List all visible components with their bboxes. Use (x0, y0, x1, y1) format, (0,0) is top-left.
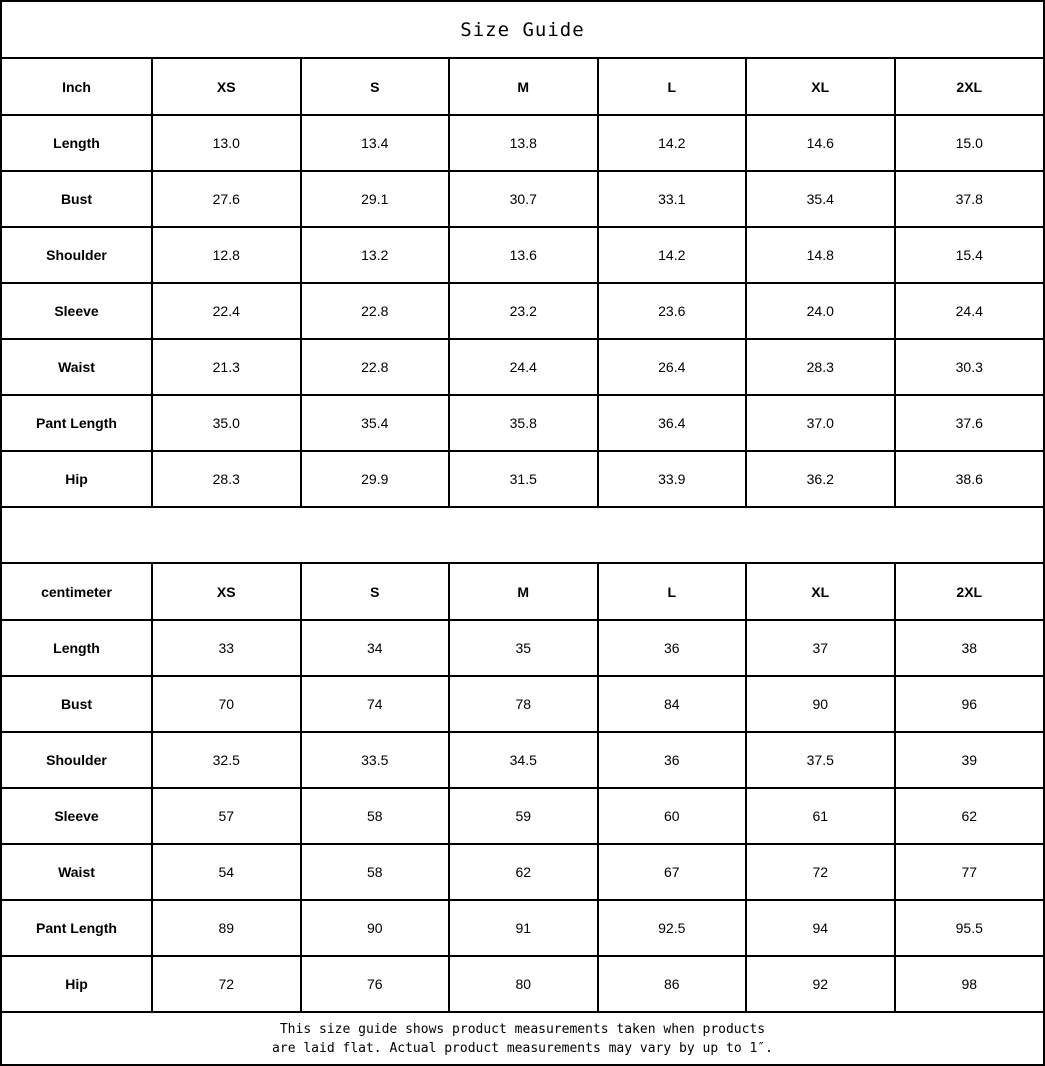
measurement-value-cell: 27.6 (152, 171, 301, 227)
measurement-value-cell: 22.4 (152, 283, 301, 339)
table-row (2, 844, 1043, 900)
measurement-value-cell: 29.1 (301, 171, 450, 227)
measurement-value-cell: 91 (449, 900, 598, 956)
measurement-value-cell: 13.0 (152, 115, 301, 171)
measurement-label-cell: Sleeve (2, 788, 152, 844)
measurement-value-cell: 14.2 (598, 115, 747, 171)
table-row (2, 676, 1043, 732)
measurement-value-cell: 57 (152, 788, 301, 844)
measurement-value-cell: 62 (895, 788, 1044, 844)
measurement-label-cell: Bust (2, 676, 152, 732)
table-row (2, 115, 1043, 171)
measurement-value-cell: 12.8 (152, 227, 301, 283)
measurement-value-cell: 35.0 (152, 395, 301, 451)
measurement-value-cell: 60 (598, 788, 747, 844)
measurement-value-cell: 28.3 (746, 339, 895, 395)
measurement-value-cell: 24.4 (449, 339, 598, 395)
measurement-value-cell: 21.3 (152, 339, 301, 395)
measurement-label-cell: Pant Length (2, 395, 152, 451)
measurement-value-cell: 98 (895, 956, 1044, 1012)
measurement-value-cell: 26.4 (598, 339, 747, 395)
measurement-value-cell: 37.5 (746, 732, 895, 788)
measurement-value-cell: 35 (449, 620, 598, 676)
measurement-value-cell: 59 (449, 788, 598, 844)
measurement-value-cell: 14.6 (746, 115, 895, 171)
measurement-value-cell: 86 (598, 956, 747, 1012)
measurement-value-cell: 70 (152, 676, 301, 732)
measurement-value-cell: 36 (598, 620, 747, 676)
section-divider (2, 508, 1043, 564)
measurement-value-cell: 35.8 (449, 395, 598, 451)
size-column-header: S (301, 564, 450, 620)
measurement-value-cell: 58 (301, 844, 450, 900)
measurement-value-cell: 36.4 (598, 395, 747, 451)
measurement-value-cell: 22.8 (301, 339, 450, 395)
measurement-value-cell: 77 (895, 844, 1044, 900)
measurement-label-cell: Hip (2, 451, 152, 507)
size-column-header: 2XL (895, 59, 1044, 115)
size-table-inch (2, 59, 1043, 508)
measurement-value-cell: 90 (746, 676, 895, 732)
table-row (2, 900, 1043, 956)
measurement-value-cell: 36 (598, 732, 747, 788)
measurement-value-cell: 28.3 (152, 451, 301, 507)
measurement-value-cell: 35.4 (301, 395, 450, 451)
measurement-label-cell: Shoulder (2, 732, 152, 788)
measurement-value-cell: 29.9 (301, 451, 450, 507)
measurement-value-cell: 13.6 (449, 227, 598, 283)
size-table-centimeter (2, 564, 1043, 1013)
measurement-value-cell: 92.5 (598, 900, 747, 956)
measurement-value-cell: 14.8 (746, 227, 895, 283)
measurement-value-cell: 24.4 (895, 283, 1044, 339)
measurement-label-cell: Length (2, 115, 152, 171)
table-row (2, 227, 1043, 283)
measurement-value-cell: 30.3 (895, 339, 1044, 395)
measurement-label-cell: Waist (2, 339, 152, 395)
measurement-value-cell: 37 (746, 620, 895, 676)
size-column-header: L (598, 59, 747, 115)
measurement-label-cell: Shoulder (2, 227, 152, 283)
measurement-value-cell: 34.5 (449, 732, 598, 788)
table-row (2, 283, 1043, 339)
footer-note-line1: This size guide shows product measurements taken when products (279, 1021, 766, 1037)
size-column-header: S (301, 59, 450, 115)
measurement-label-cell: Bust (2, 171, 152, 227)
measurement-label-cell: Sleeve (2, 283, 152, 339)
header-row (2, 59, 1043, 115)
measurement-value-cell: 34 (301, 620, 450, 676)
measurement-value-cell: 37.6 (895, 395, 1044, 451)
measurement-value-cell: 78 (449, 676, 598, 732)
measurement-value-cell: 15.4 (895, 227, 1044, 283)
measurement-value-cell: 13.2 (301, 227, 450, 283)
measurement-value-cell: 33.5 (301, 732, 450, 788)
measurement-value-cell: 38 (895, 620, 1044, 676)
measurement-value-cell: 37.0 (746, 395, 895, 451)
measurement-value-cell: 61 (746, 788, 895, 844)
table-row (2, 451, 1043, 507)
table-row (2, 956, 1043, 1012)
footer-note-line2: are laid flat. Actual product measurements may vary by up to 1″. (272, 1040, 773, 1056)
size-column-header: XS (152, 564, 301, 620)
measurement-value-cell: 94 (746, 900, 895, 956)
measurement-value-cell: 62 (449, 844, 598, 900)
measurement-value-cell: 23.6 (598, 283, 747, 339)
measurement-label-cell: Pant Length (2, 900, 152, 956)
measurement-value-cell: 31.5 (449, 451, 598, 507)
measurement-value-cell: 72 (746, 844, 895, 900)
measurement-value-cell: 76 (301, 956, 450, 1012)
measurement-value-cell: 30.7 (449, 171, 598, 227)
table-row (2, 395, 1043, 451)
measurement-value-cell: 84 (598, 676, 747, 732)
size-column-header: M (449, 59, 598, 115)
size-column-header: 2XL (895, 564, 1044, 620)
size-column-header: XL (746, 59, 895, 115)
measurement-value-cell: 13.4 (301, 115, 450, 171)
measurement-label-cell: Length (2, 620, 152, 676)
measurement-value-cell: 90 (301, 900, 450, 956)
measurement-value-cell: 37.8 (895, 171, 1044, 227)
measurement-value-cell: 92 (746, 956, 895, 1012)
table-row (2, 339, 1043, 395)
measurement-value-cell: 33.9 (598, 451, 747, 507)
footer-note (2, 1013, 1043, 1064)
measurement-value-cell: 80 (449, 956, 598, 1012)
page-title: Size Guide (2, 2, 1043, 59)
measurement-value-cell: 36.2 (746, 451, 895, 507)
measurement-value-cell: 58 (301, 788, 450, 844)
measurement-value-cell: 39 (895, 732, 1044, 788)
size-column-header: M (449, 564, 598, 620)
measurement-label-cell: Waist (2, 844, 152, 900)
measurement-value-cell: 35.4 (746, 171, 895, 227)
measurement-value-cell: 14.2 (598, 227, 747, 283)
size-column-header: L (598, 564, 747, 620)
measurement-value-cell: 38.6 (895, 451, 1044, 507)
measurement-value-cell: 32.5 (152, 732, 301, 788)
table-row (2, 732, 1043, 788)
measurement-value-cell: 95.5 (895, 900, 1044, 956)
measurement-value-cell: 54 (152, 844, 301, 900)
measurement-value-cell: 67 (598, 844, 747, 900)
size-column-header: XS (152, 59, 301, 115)
table-row (2, 171, 1043, 227)
measurement-value-cell: 89 (152, 900, 301, 956)
measurement-value-cell: 72 (152, 956, 301, 1012)
measurement-value-cell: 22.8 (301, 283, 450, 339)
measurement-value-cell: 24.0 (746, 283, 895, 339)
measurement-value-cell: 13.8 (449, 115, 598, 171)
unit-label-cell: centimeter (2, 564, 152, 620)
table-row (2, 620, 1043, 676)
size-column-header: XL (746, 564, 895, 620)
measurement-value-cell: 74 (301, 676, 450, 732)
header-row (2, 564, 1043, 620)
measurement-value-cell: 33.1 (598, 171, 747, 227)
table-row (2, 788, 1043, 844)
measurement-value-cell: 33 (152, 620, 301, 676)
unit-label-cell: Inch (2, 59, 152, 115)
measurement-value-cell: 15.0 (895, 115, 1044, 171)
measurement-value-cell: 23.2 (449, 283, 598, 339)
measurement-value-cell: 96 (895, 676, 1044, 732)
measurement-label-cell: Hip (2, 956, 152, 1012)
